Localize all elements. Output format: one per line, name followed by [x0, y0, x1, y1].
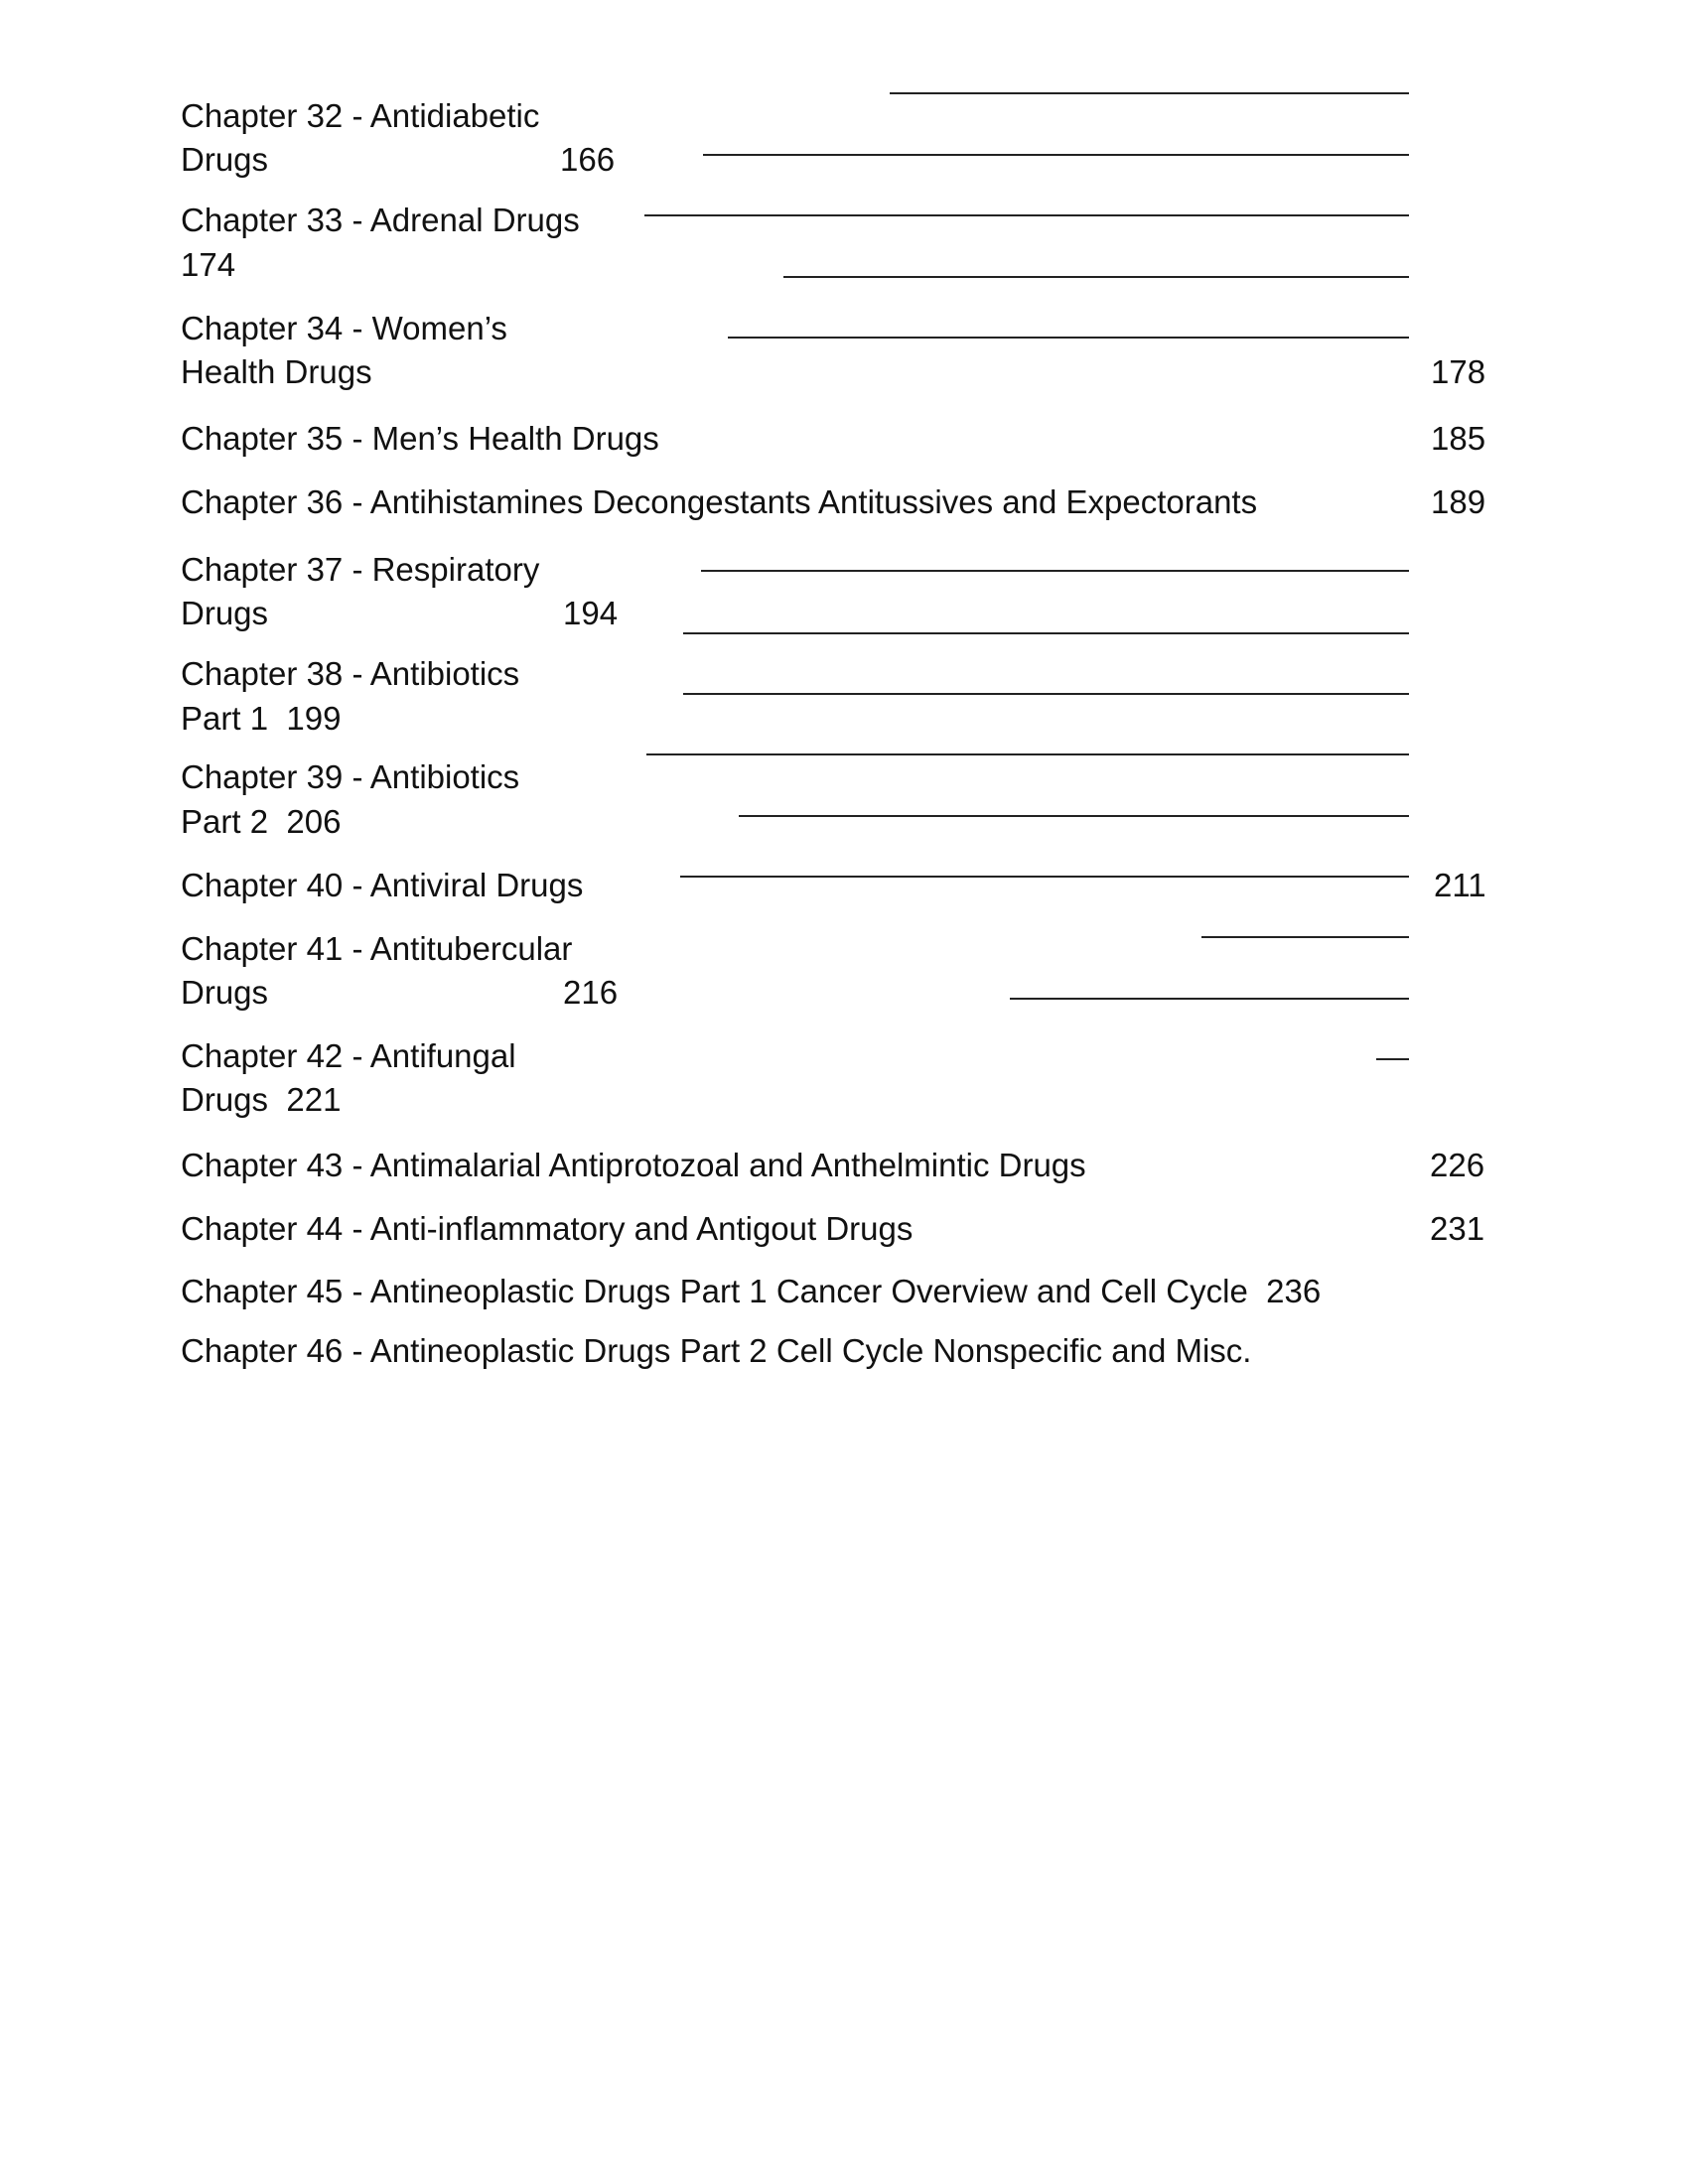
- toc-entry-chapter-37[interactable]: Chapter 37 - Respiratory: [181, 551, 540, 588]
- toc-entry-chapter-39[interactable]: Chapter 39 - Antibiotics: [181, 758, 520, 795]
- toc-entry-chapter-33[interactable]: Chapter 33 - Adrenal Drugs: [181, 202, 580, 238]
- toc-page-number: 189: [1431, 483, 1486, 520]
- toc-entry-chapter-32[interactable]: Chapter 32 - Antidiabetic: [181, 97, 540, 134]
- toc-entry-continuation: Drugs 221: [181, 1081, 342, 1118]
- leader-rule: [683, 693, 1409, 695]
- toc-page-number: 211: [1434, 867, 1486, 903]
- toc-page-number: 178: [1431, 353, 1486, 390]
- leader-rule: [683, 632, 1409, 634]
- leader-rule: [1201, 936, 1409, 938]
- toc-page-number: 166: [560, 141, 616, 178]
- toc-entry-chapter-38[interactable]: Chapter 38 - Antibiotics: [181, 655, 520, 692]
- toc-entry-chapter-35[interactable]: Chapter 35 - Men’s Health Drugs: [181, 420, 659, 457]
- toc-page-number: 174: [181, 246, 236, 283]
- leader-rule: [890, 92, 1409, 94]
- toc-page-number: 216: [563, 974, 619, 1011]
- leader-rule: [644, 214, 1409, 216]
- leader-rule: [728, 337, 1409, 339]
- toc-entry-chapter-42[interactable]: Chapter 42 - Antifungal: [181, 1037, 516, 1074]
- toc-entry-chapter-45[interactable]: Chapter 45 - Antineoplastic Drugs Part 1 Cancer Overview and Cell Cycle 236: [181, 1273, 1322, 1309]
- toc-entry-chapter-44[interactable]: Chapter 44 - Anti-inflammatory and Antigout Drugs: [181, 1210, 914, 1247]
- toc-entry-chapter-43[interactable]: Chapter 43 - Antimalarial Antiprotozoal and Anthelmintic Drugs: [181, 1147, 1086, 1183]
- leader-rule: [701, 570, 1409, 572]
- toc-page-number: 194: [563, 595, 619, 631]
- toc-entry-chapter-34[interactable]: Chapter 34 - Women’s: [181, 310, 507, 346]
- toc-entry-continuation: Part 1 199: [181, 700, 342, 737]
- toc-entry-continuation: Drugs: [181, 141, 269, 178]
- leader-rule: [783, 276, 1409, 278]
- leader-rule: [1376, 1058, 1409, 1060]
- leader-rule: [1010, 998, 1409, 1000]
- leader-rule: [646, 753, 1409, 755]
- toc-entry-continuation: Drugs: [181, 595, 269, 631]
- leader-rule: [739, 815, 1409, 817]
- toc-entry-continuation: Health Drugs: [181, 353, 372, 390]
- toc-entry-continuation: Drugs: [181, 974, 269, 1011]
- leader-rule: [680, 876, 1409, 878]
- toc-page-number: 185: [1431, 420, 1486, 457]
- toc-entry-chapter-36[interactable]: Chapter 36 - Antihistamines Decongestants Antitussives and Expectorants: [181, 483, 1258, 520]
- leader-rule: [703, 154, 1409, 156]
- toc-entry-continuation: Part 2 206: [181, 803, 342, 840]
- toc-entry-chapter-40[interactable]: Chapter 40 - Antiviral Drugs: [181, 867, 584, 903]
- toc-entry-chapter-41[interactable]: Chapter 41 - Antitubercular: [181, 930, 573, 967]
- toc-page-number: 231: [1430, 1210, 1485, 1247]
- toc-page-number: 226: [1430, 1147, 1485, 1183]
- toc-entry-chapter-46[interactable]: Chapter 46 - Antineoplastic Drugs Part 2 Cell Cycle Nonspecific and Misc.: [181, 1332, 1252, 1369]
